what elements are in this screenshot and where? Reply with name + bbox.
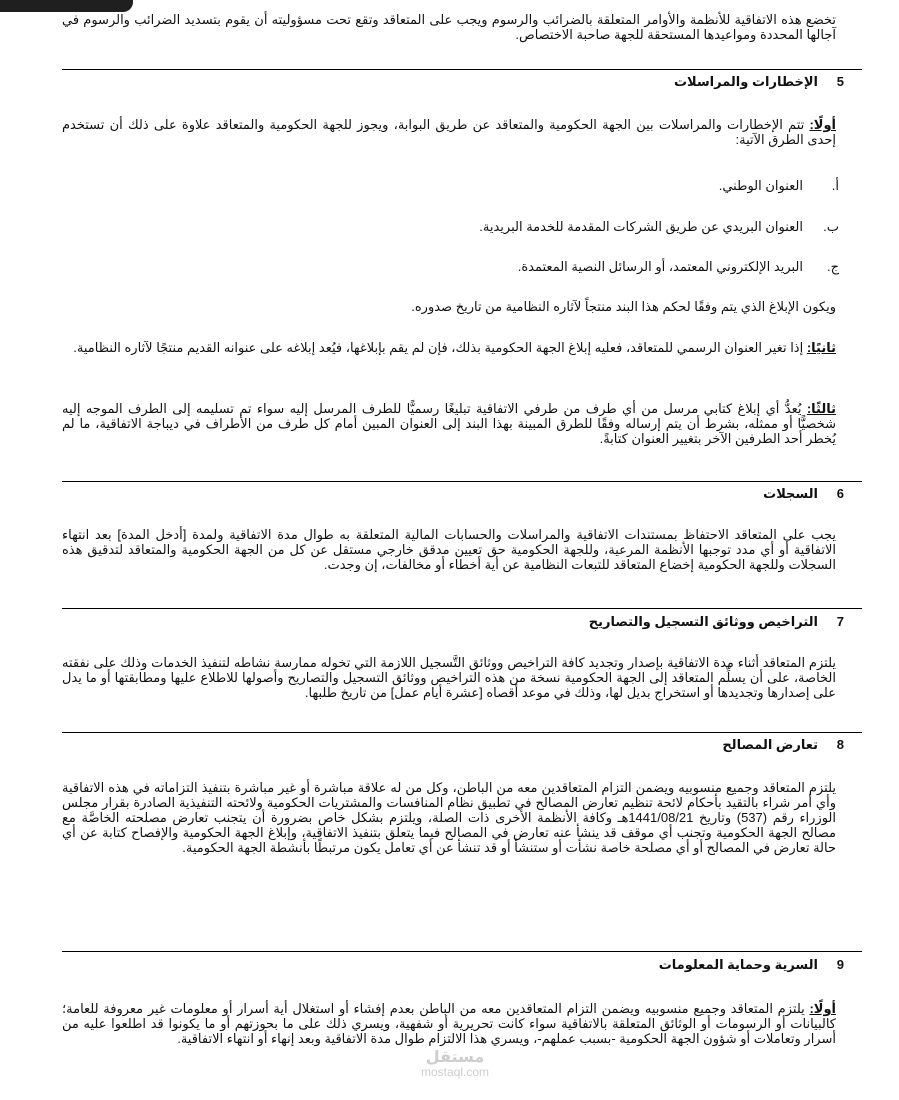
section-7-heading (589, 614, 844, 630)
section-5-paragraph-3 (62, 340, 836, 355)
list-text-c: البريد الإلكتروني المعتمد، أو الرسائل النصية المعتمدة. (517, 259, 803, 274)
section-6-title: السجلات (763, 486, 818, 501)
section-5-list-item-b (479, 219, 839, 235)
section-8-number: 8 (836, 737, 844, 752)
section-5-paragraph-4 (62, 401, 836, 446)
list-text-b: العنوان البريدي عن طريق الشركات المقدمة للخدمة البريدية. (479, 219, 803, 234)
section-6-heading (763, 486, 844, 502)
section-5-list-item-a (719, 178, 839, 194)
list-marker-b: ب. (823, 219, 839, 234)
section-8-paragraph: يلتزم المتعاقد وجميع منسوبيه ويضمن التزام المتعاقدين معه من الباطن، وكل من له علاقة مباشرة أو غير مباشرة بتنفيذ التزاماته في هذه الاتفاقية وأي أمر شراء بالتقيد بأحكام لائحة تنظيم تعارض المصالح في تطبيق نظام المنافسات والمشتريات الحكومية ولائحته التنفيذية الصادرة بقرار مجلس الوزراء رقم (537) وتاريخ 1441/08/21هـ وكافة الأنظمة الأخرى ذات الصلة، ويلتزم بشكل خاص بضرورة أن يتجنب تعارض مصلحته الخاصَّة مع مصالح الجهة الحكومية وتجنب أي موقف قد ينشأ عنه تعارض في المصالح فيما يتعلق بتنفيذ الاتفاقية، وإبلاغ الجهة الحكومية والإفصاح كتابة عن أي حالة تعارض في المصالح أو أي مصلحة خاصة نشأت أو ستنشأ أو قد تنشأ عن أي تعامل يكون مرتبطًا بأنشطة الجهة الحكومية. (62, 780, 837, 855)
section-5-number: 5 (836, 74, 844, 89)
watermark-arabic: مستقل (425, 1049, 485, 1066)
section-5-text-third: يُعدُّ أي إبلاغ كتابي مرسل من أي طرف من طرفي الاتفاقية تبليغًا رسميًّا للطرف المرسل إليه سواء تم تسليمه إلى الطرف الموجه إليه شخصيًّا أو ممثله، بشرط أن يتم إرساله وفقًا للطرق المبينة بهذا البند إلى العنوان المبين أمام كل طرف من الأطراف في ديباجة الاتفاقية، ما لم يُخطر أحد الطرفين الآخر بتغيير العنوان كتابةً. (62, 401, 836, 446)
section-9-paragraph (62, 1001, 836, 1046)
section-7-number: 7 (836, 614, 844, 629)
section-5-paragraph-1 (62, 117, 836, 147)
watermark-latin: mostaql.com (420, 1065, 490, 1079)
section-6-number: 6 (836, 486, 844, 501)
section-5-list-item-c (518, 259, 839, 275)
section-6-paragraph: يجب على المتعاقد الاحتفاظ بمستندات الاتفاقية والمراسلات والحسابات المالية المتعلقة به طوال مدة الاتفاقية ولمدة [أدخل المدة] بعد انتهاء الاتفاقية أو أي مدد توجبها الأنظمة المرعية، وللجهة الحكومية حق تعيين مدقق خارجي مستقل عن كل من الجهة الحكومية والمتعاقد لتدقيق هذه السجلات وللجهة الحكومية إخضاع المتعاقد للتبعات النظامية عن أية أخطاء أو مخالفات، إن وجدت. (62, 527, 836, 572)
section-7-paragraph: يلتزم المتعاقد أثناء مدة الاتفاقية بإصدار وتجديد كافة التراخيص ووثائق التَّسجيل اللازمة التي تخوله ممارسة نشاطه لتنفيذ الخدمات وذلك على نفقته الخاصة، على أن يسلِّم المتعاقد إلى الجهة الحكومية نسخة من هذه التراخيص ووثائق التسجيل والتصاريح وأصولها للاطلاع عليها ومطابقتها أو ما يدل على إصدارها وتجديدها أو استخراج بديل لها، وذلك في موعد أقصاه [عشرة أيام عمل] من تاريخ طلبها. (62, 655, 836, 700)
intro-paragraph: تخضع هذه الاتفاقية للأنظمة والأوامر المتعلقة بالضرائب والرسوم ويجب على المتعاقد وتقع تحت مسؤوليته أن يقوم بتسديد الضرائب والرسوم في آجالها المحددة ومواعيدها المستحقة للجهة صاحبة الاختصاص. (62, 12, 836, 42)
section-9-divider (62, 951, 862, 952)
section-5-lead-third: ثالثًا: (806, 401, 836, 416)
section-9-heading (659, 957, 844, 973)
section-9-lead: أولًا: (809, 1001, 836, 1016)
section-9-title: السرية وحماية المعلومات (658, 957, 818, 972)
section-5-paragraph-2: ويكون الإبلاغ الذي يتم وفقًا لحكم هذا البند منتجاً لآثاره النظامية من تاريخ صدوره. (411, 299, 836, 314)
section-9-text: يلتزم المتعاقد وجميع منسوبيه ويضمن التزام المتعاقدين معه من الباطن بعدم إفشاء أو استغلال أية أسرار أو معلومات غير معروفة للعامة؛ كالبيانات أو الرسومات أو الوثائق المتعلقة بالاتفاقية سواء كانت تحريرية أو شفهية، ويسري ذلك على ما بحوزتهم أو ما يكونوا قد اطلعوا عليه من أسرار وتعاملات أو شؤون الجهة الحكومية -بسبب عملهم-، ويسري هذا الالتزام طوال مدة الاتفاقية وبعد إنهاء أو انتهاء الاتفاقية. (62, 1001, 836, 1046)
section-8-divider (62, 732, 862, 733)
section-8-title: تعارض المصالح (722, 737, 818, 752)
section-7-divider (62, 608, 862, 609)
section-9-number: 9 (836, 957, 844, 972)
section-8-heading (722, 737, 844, 753)
section-5-heading (674, 74, 844, 90)
section-5-title: الإخطارات والمراسلات (673, 74, 818, 89)
mostaql-watermark (380, 1050, 530, 1079)
section-7-title: التراخيص ووثائق التسجيل والتصاريح (588, 614, 818, 629)
section-6-divider (62, 481, 862, 482)
section-5-text-second: إذا تغير العنوان الرسمي للمتعاقد، فعليه إبلاغ الجهة الحكومية بذلك، فإن لم يقم بإبلاغها، فيُعد إبلاغه على عنوانه القديم منتجًا لآثاره النظامية. (73, 340, 807, 355)
list-marker-c: ج. (826, 259, 839, 274)
section-5-lead-second: ثانيًا: (806, 340, 836, 355)
list-marker-a: أ. (831, 178, 839, 193)
section-5-lead-first: أولًا: (809, 117, 836, 132)
list-text-a: العنوان الوطني. (718, 178, 803, 193)
section-5-divider (62, 69, 862, 70)
section-5-text-first: تتم الإخطارات والمراسلات بين الجهة الحكومية والمتعاقد عن طريق البوابة، ويجوز للجهة الحكومية والمتعاقد علاوة على ذلك أن تستخدم إحدى الطرق الآتية: (62, 117, 836, 147)
